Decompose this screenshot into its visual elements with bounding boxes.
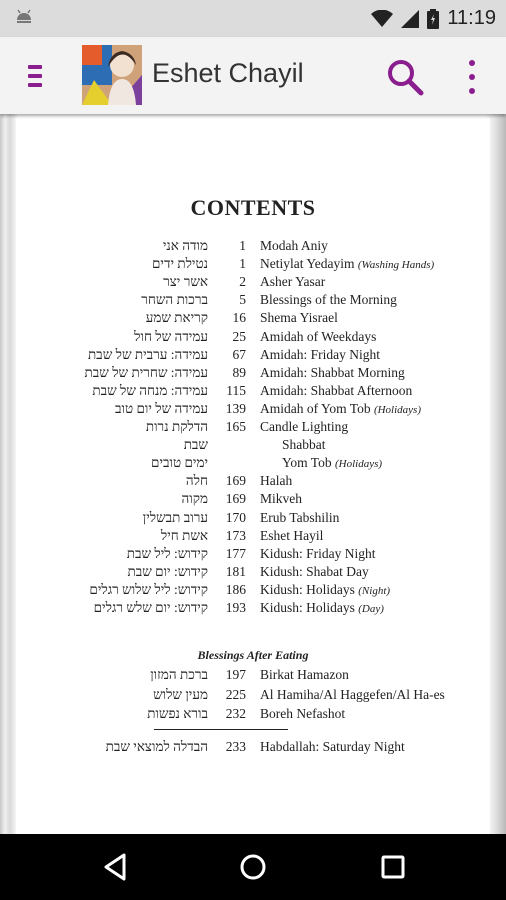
- toc-english-title: Al Hamiha/Al Haggefen/Al Ha-es: [260, 686, 445, 702]
- toc-page-number: 181: [225, 563, 246, 579]
- toc-page-number: 25: [232, 328, 246, 344]
- toc-page-number: 225: [225, 686, 246, 702]
- toc-hebrew: שבת: [183, 437, 208, 453]
- app-title: Eshet Chayil: [152, 58, 304, 88]
- app-toolbar: [0, 37, 506, 114]
- toc-english: [282, 455, 382, 471]
- toc-page-number: 67: [232, 346, 246, 362]
- toc-english-title: Blessings of the Morning: [260, 292, 397, 308]
- system-nav-bar: [0, 834, 506, 900]
- toc-english-note: (Holidays): [334, 458, 383, 471]
- toc-page-number: 186: [225, 581, 246, 597]
- toc-row[interactable]: [16, 600, 490, 618]
- toc-row[interactable]: [16, 238, 490, 256]
- toc-english: [260, 383, 412, 399]
- toc-row[interactable]: [16, 365, 490, 383]
- wifi-icon: [371, 10, 393, 28]
- toc-hebrew: עמידה: מנחה של שבת: [92, 382, 208, 398]
- toc-page-number: 5: [239, 292, 246, 308]
- toc-row[interactable]: [16, 564, 490, 582]
- divider: [154, 729, 288, 730]
- toc-english-title: Kidush: Friday Night: [260, 545, 376, 561]
- toc-hebrew: קידוש: יום שבת: [127, 563, 208, 579]
- toc-row[interactable]: [16, 383, 490, 401]
- toc-hebrew: ערוב תבשלין: [142, 509, 208, 525]
- toc-english: [260, 256, 434, 272]
- search-icon[interactable]: [385, 57, 425, 97]
- page-title: CONTENTS: [190, 195, 316, 220]
- toc-hebrew: מקוה: [181, 491, 208, 507]
- toc-hebrew: ימים טובים: [151, 455, 208, 471]
- toc-page-number: 169: [225, 491, 246, 507]
- toc-english-note: (Night): [358, 584, 391, 597]
- signal-icon: [401, 10, 419, 28]
- toc-page-number: 197: [225, 667, 246, 682]
- toc-english-title: Birkat Hamazon: [260, 667, 349, 682]
- toc-english-title: Netiylat Yedayim: [260, 256, 355, 272]
- toc-hebrew: עמידה של חול: [134, 328, 208, 344]
- toc-english-title: Shema Yisrael: [260, 310, 338, 326]
- toc-english: [260, 564, 369, 580]
- toc-hebrew: מודה אני: [162, 238, 208, 253]
- toc-page-number: 232: [225, 706, 246, 721]
- toc-english-title: Modah Aniy: [260, 238, 328, 253]
- toc-english-title: Halah: [260, 473, 293, 489]
- toc-hebrew: קריאת שמע: [145, 310, 208, 326]
- toc-english-title: Amidah: Friday Night: [260, 346, 380, 362]
- toc-english-title: Amidah: Shabbat Morning: [260, 364, 405, 380]
- toc-page-number: 115: [226, 382, 246, 398]
- toc-hebrew: נטילת ידים: [151, 256, 208, 272]
- toc-english: [260, 510, 339, 526]
- book-viewer[interactable]: [0, 114, 506, 834]
- toc-english-title: Amidah: Shabbat Afternoon: [260, 382, 413, 398]
- toc-page-number: 89: [232, 364, 246, 380]
- toc-english: [260, 706, 345, 722]
- toc-english: [260, 546, 376, 562]
- toc-hebrew: אשר יצר: [163, 274, 208, 290]
- toc-hebrew: קידוש: ליל שלוש רגלים: [89, 581, 208, 597]
- toc-page-number: 165: [225, 419, 246, 434]
- status-bar: [0, 0, 506, 37]
- more-vert-icon[interactable]: [458, 57, 486, 97]
- toc-english-title: Candle Lighting: [260, 419, 349, 434]
- contents-page: [16, 118, 490, 834]
- toc-row[interactable]: [16, 292, 490, 310]
- toc-english: [260, 274, 325, 290]
- toc-english-title: Shabbat: [282, 437, 326, 453]
- android-icon: [14, 9, 34, 29]
- toc-english: [260, 473, 292, 489]
- toc-page-number: 2: [239, 274, 246, 290]
- toc-english-title: Boreh Nefashot: [260, 706, 346, 721]
- toc-english: [260, 292, 397, 308]
- toc-page-number: 1: [239, 238, 246, 253]
- toc-page-number: 16: [232, 310, 246, 326]
- toc-english: [260, 528, 323, 544]
- status-time: 11:19: [447, 7, 496, 29]
- toc-english-title: Eshet Hayil: [260, 527, 324, 543]
- toc-row[interactable]: [16, 546, 490, 564]
- toc-hebrew: ברכת המזון: [150, 667, 208, 682]
- toc-english-title: Kidush: Shabat Day: [260, 563, 369, 579]
- toc-hebrew: עמידה של יום טוב: [115, 400, 208, 416]
- toc-english-note: (Day): [358, 603, 384, 615]
- toc-row[interactable]: [16, 473, 490, 491]
- toc-english-title: Habdallah: Saturday Night: [260, 739, 405, 754]
- toc-english-title: Yom Tob: [282, 455, 332, 471]
- toc-row[interactable]: [16, 310, 490, 328]
- toc-english: [260, 310, 338, 326]
- toc-row[interactable]: [16, 491, 490, 509]
- toc-hebrew: ברכות השחר: [141, 292, 208, 308]
- toc-hebrew: אשת חיל: [160, 527, 208, 543]
- battery-icon: [427, 9, 439, 29]
- toc-row[interactable]: [16, 274, 490, 292]
- home-icon[interactable]: [233, 847, 273, 887]
- toc-hebrew: חלה: [185, 473, 208, 489]
- toc-english: [260, 238, 328, 254]
- toc-row[interactable]: [16, 329, 490, 347]
- toc-page-number: 173: [225, 527, 246, 543]
- toc-page-number: 139: [225, 400, 246, 416]
- toc-row[interactable]: [16, 687, 490, 705]
- toc-page-number: 193: [225, 600, 246, 615]
- toc-english: [260, 419, 348, 435]
- toc-page-number: 177: [225, 545, 246, 561]
- recents-icon[interactable]: [373, 847, 413, 887]
- toc-english: [260, 491, 302, 507]
- toc-page-number: 170: [225, 509, 246, 525]
- toc-english: [260, 582, 390, 598]
- toc-english-title: Amidah of Yom Tob: [260, 400, 371, 416]
- toc-hebrew: הבדלה למוצאי שבת: [105, 739, 208, 754]
- toc-english: [282, 437, 326, 453]
- toc-row[interactable]: [16, 667, 490, 685]
- toc-english-title: Asher Yasar: [260, 274, 326, 290]
- toc-english: [260, 667, 349, 683]
- toc-english: [260, 687, 445, 703]
- toc-english-note: (Holidays): [373, 403, 421, 416]
- toc-row[interactable]: [16, 455, 490, 473]
- toc-hebrew: קידוש: ליל שבת: [126, 545, 208, 561]
- section-title: Blessings After Eating: [197, 648, 309, 662]
- toc-hebrew: הדלקת נרות: [145, 419, 208, 434]
- toc-row[interactable]: [16, 739, 490, 757]
- toc-row[interactable]: [16, 401, 490, 419]
- toc-english: [260, 329, 376, 345]
- toc-row[interactable]: [16, 419, 490, 437]
- toc-hebrew: בורא נפשות: [147, 706, 208, 721]
- toc-row[interactable]: [16, 706, 490, 724]
- toc-english-note: (Washing Hands): [357, 259, 435, 272]
- toc-row[interactable]: [16, 582, 490, 600]
- toc-english-title: Kidush: Holidays: [260, 581, 355, 597]
- toc-english-title: Amidah of Weekdays: [260, 328, 377, 344]
- toc-hebrew: מעין שלוש: [153, 686, 208, 702]
- toc-row[interactable]: [16, 256, 490, 274]
- toc-page-number: 1: [239, 256, 246, 272]
- toc-hebrew: עמידה: ערבית של שבת: [87, 346, 208, 362]
- toc-english-title: Erub Tabshilin: [260, 509, 340, 525]
- toc-page-number: 169: [225, 473, 246, 489]
- toc-hebrew: קידוש: יום שלש רגלים: [93, 600, 208, 615]
- toc-english: [260, 365, 405, 381]
- app-icon: [82, 45, 142, 105]
- toc-hebrew: עמידה: שחרית של שבת: [84, 364, 208, 380]
- toc-row[interactable]: [16, 347, 490, 365]
- back-icon[interactable]: [96, 847, 136, 887]
- toc-english: [260, 401, 421, 417]
- menu-icon[interactable]: [22, 61, 50, 91]
- toc-english: [260, 600, 384, 616]
- toc-english-title: Kidush: Holidays: [260, 600, 355, 615]
- toc-english-title: Mikveh: [260, 491, 302, 507]
- toc-english: [260, 739, 405, 755]
- toc-row[interactable]: [16, 437, 490, 455]
- toc-english: [260, 347, 380, 363]
- toc-page-number: 233: [225, 739, 246, 754]
- toc-row[interactable]: [16, 510, 490, 528]
- toc-row[interactable]: [16, 528, 490, 546]
